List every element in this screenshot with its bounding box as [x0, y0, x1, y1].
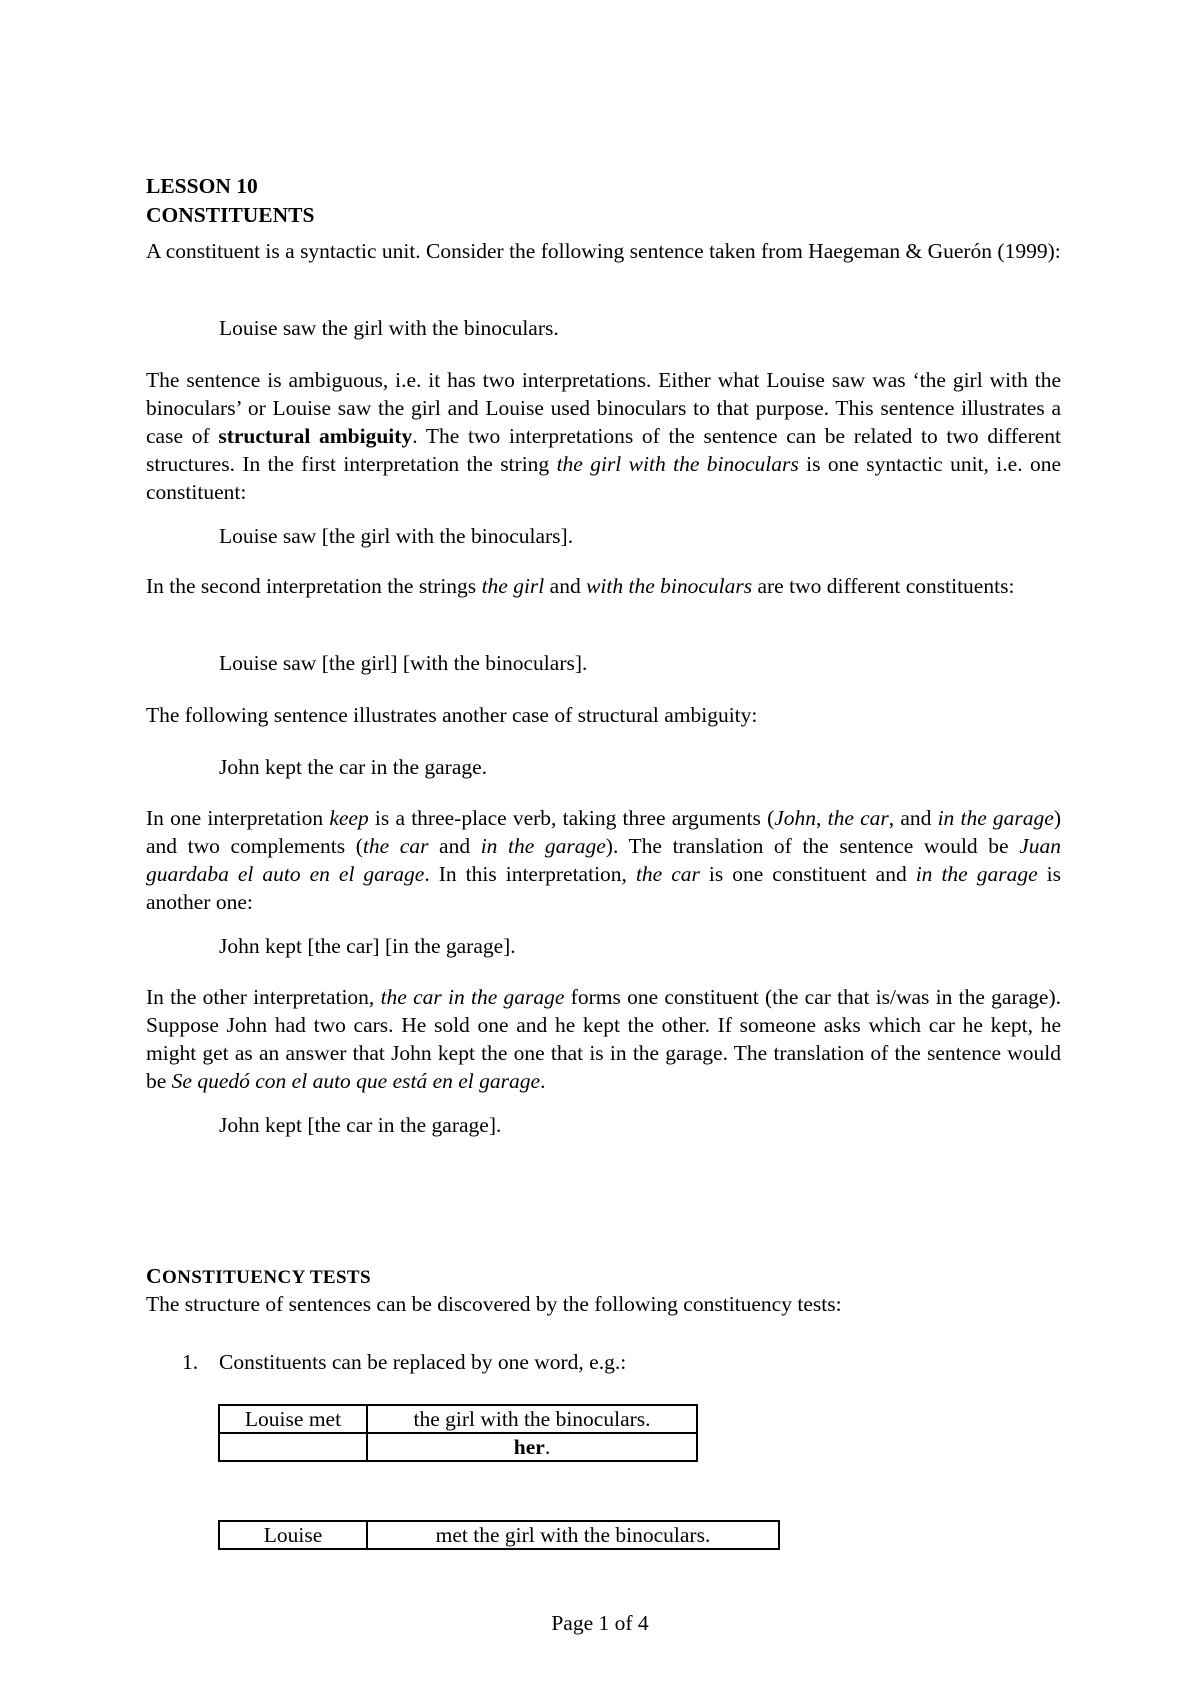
example-sentence-4: John kept the car in the garage. — [219, 755, 488, 779]
second-interpretation-paragraph: In the second interpretation the strings the girl and with the binoculars are two different constituents: — [146, 574, 1015, 598]
list-item-1 — [182, 1348, 626, 1376]
page-number-footer: Page 1 of 4 — [551, 1611, 649, 1635]
tests-intro-paragraph: The structure of sentences can be discovered by the following constituency tests: — [146, 1292, 842, 1316]
other-interpretation-paragraph: In the other interpretation, the car in the garage forms one constituent (the car that is/was in the garage). Suppose John had two cars. He sold one and he kept the other. If someone asks which car he kept, he might get as an answer that John kept the one that is in the garage. The translation of the sentence would be Se quedó con el auto que está en el garage. — [146, 985, 1061, 1093]
table-cell: Louise — [219, 1521, 367, 1549]
section-heading-constituency-tests: CONSTITUENCY TESTS — [146, 1264, 371, 1288]
table-row — [219, 1433, 697, 1461]
example-sentence-5: John kept [the car] [in the garage]. — [219, 934, 516, 958]
example-sentence-2: Louise saw [the girl with the binoculars]. — [219, 524, 574, 548]
example-sentence-1: Louise saw the girl with the binoculars. — [219, 316, 559, 340]
list-text: Constituents can be replaced by one word, e.g.: — [219, 1350, 627, 1374]
replacement-table-1 — [218, 1404, 698, 1462]
intro-paragraph: A constituent is a syntactic unit. Consider the following sentence taken from Haegeman & Guerón (1999): — [146, 239, 1061, 263]
another-case-paragraph: The following sentence illustrates another case of structural ambiguity: — [146, 703, 758, 727]
table-cell — [219, 1433, 367, 1461]
lesson-number: LESSON 10 — [146, 174, 258, 198]
table-row — [219, 1521, 779, 1549]
example-sentence-3: Louise saw [the girl] [with the binoculars]. — [219, 651, 588, 675]
list-number: 1. — [182, 1350, 199, 1374]
lesson-heading — [146, 172, 314, 230]
replacement-table-2 — [218, 1520, 780, 1550]
example-sentence-6: John kept [the car in the garage]. — [219, 1113, 502, 1137]
table-cell: her. — [367, 1433, 697, 1461]
table-row — [219, 1405, 697, 1433]
table-cell: Louise met — [219, 1405, 367, 1433]
table-cell: met the girl with the binoculars. — [367, 1521, 779, 1549]
lesson-title: CONSTITUENTS — [146, 203, 315, 227]
table-cell: the girl with the binoculars. — [367, 1405, 697, 1433]
ambiguity-paragraph: The sentence is ambiguous, i.e. it has two interpretations. Either what Louise saw was ‘the girl with the binoculars’ or Louise saw the girl and Louise used binoculars to that purpose. This sentence illustrates a case of structural ambiguity. The two interpretations of the sentence can be related to two different structures. In the first interpretation the string the girl with the binoculars is one syntactic unit, i.e. one constituent: — [146, 368, 1062, 504]
three-place-verb-paragraph: In one interpretation keep is a three-place verb, taking three arguments (John, the car, and in the garage) and two complements (the car and in the garage). The translation of the sentence would be Juan guardaba el auto en el garage. In this interpretation, the car is one constituent and in the garage is another one: — [146, 806, 1062, 914]
